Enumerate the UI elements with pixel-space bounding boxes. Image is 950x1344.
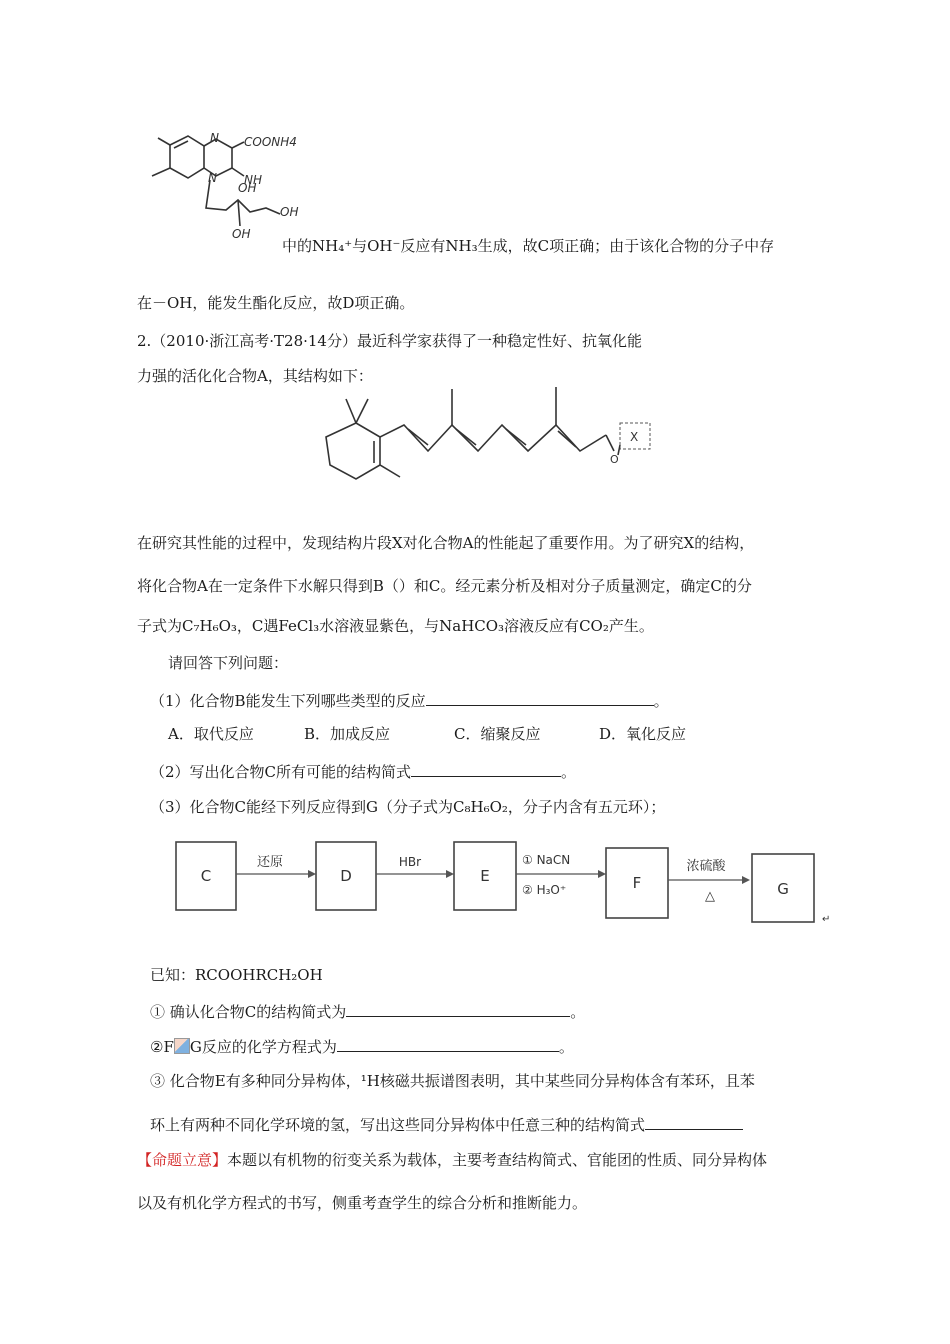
flow-label-g: G: [777, 880, 789, 898]
options-row: [168, 724, 686, 744]
ring-n-bottom: N: [208, 171, 217, 185]
reaction-flow: [170, 838, 840, 938]
flow-arrow-3-bottom: ② H₃O⁺: [522, 883, 567, 897]
polyene-chain: [380, 425, 606, 451]
double-bond-3: [506, 429, 526, 445]
double-bond-2: [456, 429, 476, 445]
para-line1: 在研究其性能的过程中，发现结构片段X对化合物A的性能起了重要作用。为了研究X的结构，: [137, 534, 755, 552]
flow-label-d: D: [340, 867, 352, 885]
flow-arrowhead-2: [446, 870, 454, 878]
c3-line1: ③ 化合物E有多种同分异构体，¹H核磁共振谱图表明，其中某些同分异构体含有苯环，且苯: [150, 1072, 755, 1090]
c2-pre: ②F: [150, 1038, 174, 1056]
answer-blank-1[interactable]: [426, 690, 654, 706]
c2-post: G反应的化学方程式为: [189, 1038, 337, 1056]
methyl-bond-1: [158, 138, 170, 145]
option-c: C．缩聚反应: [454, 725, 541, 743]
ring-n-top: N: [210, 131, 219, 145]
c1-end: 。: [570, 1003, 586, 1021]
methyl-bond-2: [152, 168, 170, 176]
return-mark-icon: ↵: [822, 914, 831, 925]
sub2-end: 。: [561, 763, 577, 781]
c2-line: [150, 1036, 574, 1057]
intent-line1: [137, 1150, 767, 1170]
c1-text: ① 确认化合物C的结构简式为: [150, 1003, 347, 1021]
intent-tag: 【命题立意】: [137, 1151, 228, 1169]
flow-arrow-4-top: 浓硫酸: [686, 859, 726, 874]
flow-label-c: C: [200, 867, 212, 885]
nh-label: NH: [244, 173, 262, 187]
oh-label-3: OH: [280, 205, 299, 219]
cyclohexene-ring: [326, 423, 380, 479]
flow-arrowhead-3: [598, 870, 606, 878]
sub2-text: （2）写出化合物C所有可能的结构简式: [150, 763, 412, 781]
p1-line1: 中的NH₄⁺与OH⁻反应有NH₃生成，故C项正确；由于该化合物的分子中存: [282, 237, 775, 255]
intent-line2: 以及有机化学方程式的书写，侧重考查学生的综合分析和推断能力。: [137, 1194, 588, 1212]
c3-line2: [150, 1114, 743, 1135]
compound-a-structure: [318, 385, 658, 495]
sub-question-3: （3）化合物C能经下列反应得到G（分子式为C₈H₆O₂，分子内含有五元环）；: [150, 798, 666, 816]
flow-arrow-3-top: ① NaCN: [522, 853, 571, 867]
flow-arrowhead-1: [308, 870, 316, 878]
sub-question-1: [150, 690, 669, 711]
answer-blank-c2[interactable]: [337, 1036, 559, 1052]
flow-arrow-1-label: 还原: [256, 855, 284, 870]
sub-question-2: [150, 761, 576, 782]
answer-blank-c1[interactable]: [346, 1001, 570, 1017]
sub1-text: （1）化合物B能发生下列哪些类型的反应: [150, 692, 426, 710]
option-b: B．加成反应: [304, 725, 391, 743]
ring-methyl: [380, 465, 400, 477]
option-d: D．氧化反应: [599, 725, 687, 743]
intent-text1: 本题以有机物的衍变关系为载体，主要考查结构简式、官能团的性质、同分异构体: [227, 1151, 768, 1169]
c1-line: [150, 1001, 585, 1022]
double-bond-1: [408, 429, 428, 445]
flow-label-e: E: [480, 867, 490, 885]
para-line2: 将化合物A在一定条件下水解只得到B（）和C。经元素分析及相对分子质量测定，确定C的分: [137, 577, 752, 595]
option-a: A．取代反应: [168, 725, 254, 743]
benzene-ring: [170, 136, 204, 178]
oh-bond: [238, 200, 240, 226]
riboflavin-structure: [140, 130, 300, 240]
ask-line: 请回答下列问题：: [168, 654, 289, 672]
x-label: X: [630, 430, 639, 444]
flow-arrow-2-label: HBr: [398, 855, 422, 869]
flow-label-f: F: [632, 874, 642, 892]
flow-arrowhead-4: [742, 876, 750, 884]
ether-bond: [606, 435, 614, 451]
sub1-end: 。: [653, 692, 669, 710]
flow-arrow-4-bottom: △: [705, 889, 715, 904]
oh-label-2: OH: [232, 227, 251, 241]
para-line3: 子式为C₇H₆O₃，C遇FeCl₃水溶液显紫色，与NaHCO₃溶液反应有CO₂产生。: [137, 617, 654, 635]
answer-blank-c3[interactable]: [645, 1114, 743, 1130]
double-bond-4: [558, 431, 576, 447]
oh-label-1: OH: [238, 181, 257, 195]
q2-stem-line2: 力强的活化化合物A，其结构如下：: [137, 367, 373, 385]
c3-text: 环上有两种不同化学环境的氢，写出这些同分异构体中任意三种的结构简式: [150, 1116, 646, 1134]
p1-line2: 在－OH，能发生酯化反应，故D项正确。: [137, 294, 415, 312]
c2-end: 。: [558, 1038, 574, 1056]
gem-methyl-2: [356, 399, 368, 423]
broken-image-icon: [174, 1038, 190, 1054]
gem-methyl-1: [346, 399, 356, 423]
answer-blank-2[interactable]: [411, 761, 561, 777]
q2-stem-line1: 2.（2010·浙江高考·T28·14分）最近科学家获得了一种稳定性好、抗氧化能: [137, 332, 642, 350]
coonh4-label: COONH4: [244, 135, 297, 149]
oxygen-label: O: [610, 453, 619, 466]
carboxyl-bond: [232, 142, 244, 148]
known-line: 已知：RCOOHRCH₂OH: [150, 966, 323, 984]
imine-bond: [232, 168, 244, 176]
x-link: [618, 445, 620, 455]
